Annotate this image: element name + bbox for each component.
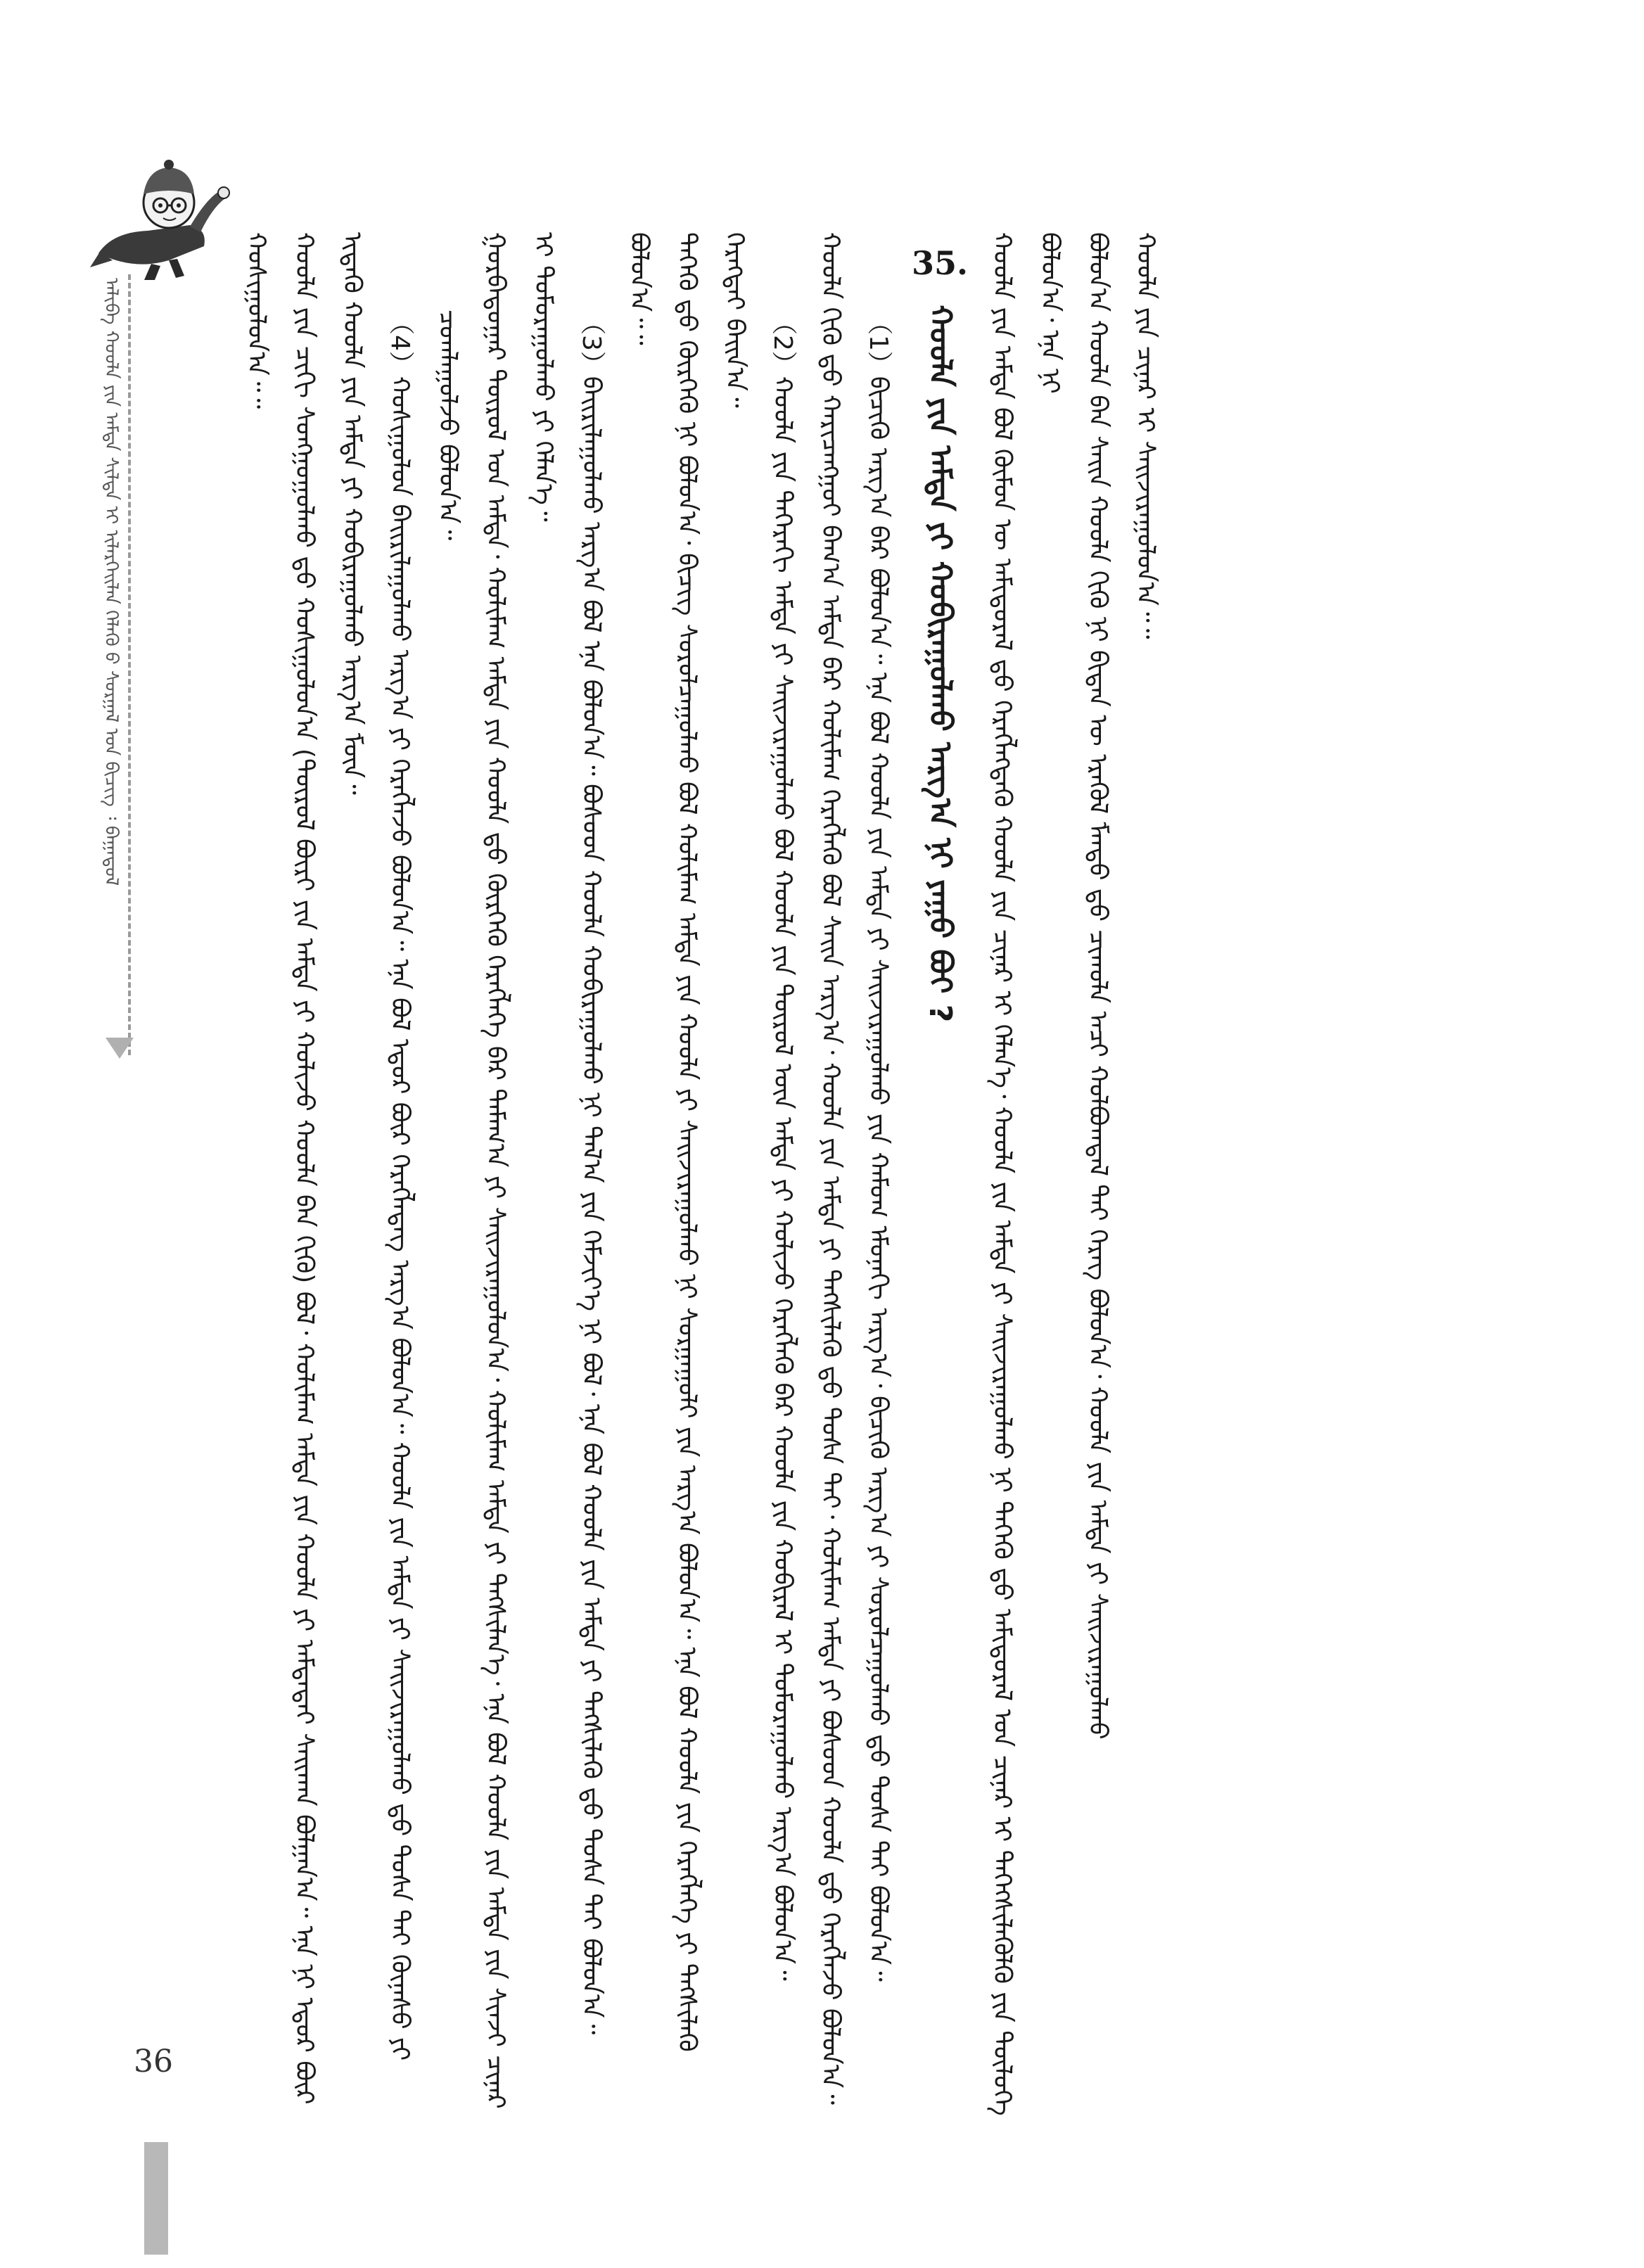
running-header: ᠠᠯᠢᠪᠠ ᠬᠣᠣᠯᠠ ᠶᠢᠨ ᠠᠮᠲᠠ ᠰᠢᠯᠲᠡ ᠢ ᠢᠯᠡᠷᠬᠡᠢᠯᠡᠨ ᠬᠡᠯᠡᠬᠦ ᠤ᠋ ᠰᠤᠷᠭᠠᠯ ᠤᠨ ᠪᠢᠴᠢᠭ᠌ ᠄ ᠪᠠᠭᠠᠳᠤᠯ [101,278,122,886]
thumb-tab [144,2142,168,2255]
text-column: （2）ᠬᠣᠣᠯᠠ ᠶᠢᠨ ᠳᠡᠭᠡᠷᠡᠬᠢ ᠠᠮᠲᠠ ᠶᠢ ᠰᠠᠢᠵᠢᠷᠠᠭᠤᠯᠬᠤ ᠪᠣᠯ ᠬᠣᠣᠯᠠ ᠶᠢᠨ ᠲᠥᠷᠦᠯ ᠦᠨ ᠠᠮᠲᠠ ᠶᠢ ᠬᠣᠯᠢᠵᠤ ᠬᠡᠷᠡᠭᠯᠡᠬᠦ ᠪᠠᠷ ᠬᠣᠣᠯᠠ ᠶᠢᠨ ᠬᠣᠪᠢᠷᠠᠯ ᠢ ᠲᠣᠮᠣᠷᠠᠭᠤᠯᠬᠤ ᠠᠷᠭ᠎ᠠ ᠪᠣᠯᠤᠨ᠎ᠠ᠃ [768,310,797,1981]
header-divider [128,274,131,1055]
text-column: （4）ᠬᠣᠰᠢᠭᠤᠯᠤᠨ ᠪᠠᠢᠷᠢᠯᠠᠭᠤᠯᠬᠤ ᠠᠷᠭ᠎ᠠ ᠶᠢ ᠬᠡᠷᠡᠭᠯᠡᠵᠦ ᠪᠣᠯᠤᠨ᠎ᠠ᠃ ᠡᠨᠡ ᠪᠣᠯ ᠡᠳ᠋ᠦᠷ ᠪᠦᠷ ᠬᠡᠷᠡᠭᠯᠡᠳᠡᠭ ᠠᠷᠭ᠎ᠠ ᠪᠣᠯᠤᠨ᠎ᠠ᠃ ᠬᠣᠣᠯᠠ ᠶᠢᠨ ᠠᠮᠲᠠ ᠶᠢ ᠰᠠᠢᠵᠢᠷᠠᠭᠤᠯᠬᠤ ᠳ᠋ᠤ᠌ ᠲᠤᠰᠠ ᠲᠠᠢ ᠬᠦᠨᠡᠰᠦ ᠶᠢ ᠴᠤᠭᠯᠠᠭᠤᠯᠵᠤ ᠪᠣᠯᠤᠨ᠎ᠠ᠃ [385,310,462,2061]
page-number: 36 [134,2044,173,2079]
text-column: ᠪᠣᠯᠤᠨ᠎ᠠ ᠬᠣᠣᠯᠠ ᠪᠡᠨ ᠰᠠᠢᠨ ᠬᠣᠣᠯᠠ ᠬᠢᠬᠦ ᠨᠢ ᠪᠢᠳᠡᠨ ᠦ ᠡᠷᠡᠭᠦᠯ ᠮᠡᠨᠳᠦ ᠳ᠋ᠤ᠌ ᠴᠢᠬᠤᠯᠠ ᠠᠴᠢ ᠬᠣᠯᠪᠣᠭᠳᠠᠯ ᠲᠠᠢ ᠬᠡᠷᠡᠭ ᠪᠣᠯᠤᠨ᠎ᠠ᠂ ᠬᠣᠣᠯᠠ ᠶᠢᠨ ᠠᠮᠲᠠ ᠶᠢ ᠰᠠᠢᠵᠢᠷᠠᠭᠤᠯᠬᠤ [1083,232,1112,1740]
text-column: ᠬᠣᠣᠯᠠ ᠶᠢᠨ ᠴᠢᠨᠠᠷ ᠢ ᠰᠠᠢᠵᠢᠷᠠᠭᠤᠯᠤᠨ᠎ᠠ᠃᠃ [1131,232,1160,639]
text-column: ᠬᠣᠣᠯᠠ ᠶᠢᠨ ᠴᠢᠬᠢ ᠰᠣᠩᠭᠤᠭᠤᠯᠬᠤ ᠳ᠋ᠤ᠌ ᠬᠣᠰᠢᠭᠤᠯᠤᠨ᠎ᠠ (ᠲᠥᠷᠦᠯ ᠪᠦᠷᠢ ᠶᠢᠨ ᠠᠮᠲᠠ ᠶᠢ ᠬᠣᠯᠢᠵᠤ ᠬᠣᠣᠯᠠ ᠪᠡᠨ ᠬᠢᠬᠦ) ᠪᠣᠯ᠂ ᠬᠣᠯᠢᠮᠠᠭ ᠠᠮᠲᠠ ᠶᠢᠨ ᠬᠣᠣᠯᠠ ᠶᠢ ᠠᠮᠲᠠᠲᠠᠢ ᠰᠠᠢᠬᠠᠨ ᠪᠣᠯᠭᠠᠨ᠎ᠠ᠃ ᠡᠨᠡ ᠨᠢ ᠡᠳ᠋ᠦᠷ ᠪᠦᠷ ᠢᠳᠡᠬᠦ ᠬᠣᠣᠯᠠ ᠶᠢᠨ ᠠᠮᠲᠠ ᠶᠢ ᠬᠣᠪᠢᠷᠠᠭᠤᠯᠬᠤ ᠠᠷᠭ᠎ᠠ ᠮᠥᠨ᠃ [290,232,367,2105]
question-title: ᠬᠣᠣᠯᠠ ᠶᠢᠨ ᠠᠮᠲᠠ ᠶᠢ ᠬᠣᠪᠢᠷᠠᠭᠤᠯᠬᠤ ᠠᠷᠭ᠎ᠠ ᠨᠢ ᠶᠠᠭᠤ ᠪᠣᠢ ? [922,305,958,1023]
text-column: （1）ᠪᠢᠴᠢᠬᠦ ᠠᠷᠭ᠎ᠠ ᠪᠠᠷ ᠪᠣᠯᠤᠨ᠎ᠠ᠃ ᠡᠨᠡ ᠪᠣᠯ ᠬᠣᠣᠯᠠ ᠶᠢᠨ ᠠᠮᠲᠠ ᠶᠢ ᠰᠠᠢᠵᠢᠷᠠᠭᠤᠯᠬᠤ ᠶᠢᠨ ᠬᠠᠮᠤᠭ ᠡᠮᠦᠨᠡᠬᠢ ᠠᠷᠭ᠎ᠠ᠂ ᠪᠢᠴᠢᠬᠦ ᠠᠷᠭ᠎ᠠ ᠶᠢ ᠰᠤᠷᠤᠯᠴᠠᠭᠤᠯᠬᠤ ᠳ᠋ᠤ᠌ ᠲᠤᠰᠠ ᠲᠠᠢ ᠪᠣᠯᠤᠨ᠎ᠠ᠃ [864,310,893,1982]
question-number: 35. [911,244,969,282]
text-column: ᠪᠣᠯᠤᠨ᠎ᠠ᠃᠃ [625,232,654,345]
text-column: ᠭᠤᠷᠪᠠᠳᠤᠭᠠᠷ ᠲᠥᠷᠦᠯ ᠤᠨ ᠠᠮᠲᠠ᠂ ᠬᠣᠯᠢᠮᠠᠭ ᠠᠮᠲᠠ ᠶᠢᠨ ᠬᠣᠣᠯᠠ ᠳ᠋ᠤ᠌ ᠬᠦᠷᠭᠡᠬᠦ ᠬᠡᠷᠡᠭᠯᠡᠭᠡ ᠪᠠᠷ ᠲᠠᠮᠠᠭ᠎ᠠ ᠶᠢ ᠰᠠᠢᠵᠢᠷᠠᠭᠤᠯᠤᠨ᠎ᠠ᠂ ᠬᠣᠯᠢᠮᠠᠭ ᠠᠮᠲᠠ ᠶᠢ ᠲᠡᠭᠰᠢᠯᠡᠨ᠎ᠡ᠂ ᠡᠨᠡ ᠪᠣᠯ ᠬᠣᠣᠯᠠ ᠶᠢᠨ ᠠᠮᠲᠠ ᠶᠢᠨ ᠰᠢᠨᠵᠢ ᠴᠢᠨᠠᠷ ᠢ ᠲᠣᠮᠣᠷᠠᠭᠤᠯᠬᠤ ᠶᠢ ᠬᠡᠯᠡᠨ᠎ᠡ᠃ [481,232,558,2109]
triangle-marker-icon [106,1038,134,1059]
text-column: ᠬᠣᠣᠯᠠ ᠬᠢᠬᠦ ᠳ᠋ᠤ᠌ ᠬᠠᠷᠢᠴᠠᠩᠭᠤᠢ ᠪᠠᠭ᠎ᠠ ᠠᠮᠲᠠ ᠪᠠᠷ ᠬᠣᠯᠢᠮᠠᠭ ᠬᠡᠷᠡᠭᠯᠡᠬᠦ ᠪᠣᠯ ᠰᠠᠢᠨ ᠠᠷᠭ᠎ᠠ᠂ ᠬᠣᠣᠯᠠ ᠶᠢᠨ ᠠᠮᠲᠠ ᠶᠢ ᠲᠡᠭᠰᠢᠯᠡᠬᠦ ᠳ᠋ᠤ᠌ ᠲᠤᠰᠠ ᠲᠠᠢ᠂ ᠬᠣᠯᠢᠮᠠᠭ ᠠᠮᠲᠠ ᠶᠢ ᠪᠤᠰᠤᠳ ᠬᠣᠣᠯᠠ ᠳ᠋ᠤ᠌ ᠬᠡᠷᠡᠭᠯᠡᠵᠦ ᠪᠣᠯᠤᠨ᠎ᠠ᠃ [816,232,845,2105]
text-column: ᠬᠣᠰᠢᠭᠤᠯᠤᠨ᠎ᠠ᠃᠃ [242,232,271,409]
mascot-illustration-icon [84,148,232,281]
body-text [232,232,1386,2117]
text-column: ᠲᠡᠭᠡᠬᠦ ᠳ᠋ᠤ᠌ ᠬᠦᠷᠭᠡᠬᠦ ᠨᠢ ᠪᠣᠯᠤᠨ᠎ᠠ᠂ ᠪᠢᠴᠢᠭ ᠰᠤᠷᠤᠯᠴᠠᠭᠤᠯᠬᠤ ᠪᠣᠯ ᠬᠣᠯᠢᠮᠠᠭ ᠠᠮᠲᠠ ᠶᠢᠨ ᠬᠣᠣᠯᠠ ᠶᠢ ᠰᠠᠢᠵᠢᠷᠠᠭᠤᠯᠬᠤ ᠨᠢ ᠰᠤᠷᠭᠠᠭᠤᠯᠢ ᠶᠢᠨ ᠠᠷᠭ᠎ᠠ ᠪᠣᠯᠤᠨ᠎ᠠ᠃ ᠡᠨᠡ ᠪᠣᠯ ᠬᠣᠣᠯᠠ ᠶᠢᠨ ᠬᠡᠷᠡᠭᠯᠡᠭᠡ ᠶᠢ ᠲᠡᠭᠰᠢᠯᠡᠬᠦ ᠬᠡᠷᠡᠭᠲᠡᠢ ᠪᠠᠢᠨ᠎ᠠ᠃ [673,232,749,2052]
text-column: ᠬᠣᠣᠯᠠ ᠶᠢᠨ ᠠᠮᠲᠠ ᠪᠣᠯ ᠬᠦᠮᠦᠨ ᠦ ᠠᠮᠢᠳᠤᠷᠠᠯ ᠳ᠋ᠤ᠌ ᠬᠡᠷᠡᠭᠯᠡᠭᠳᠡᠬᠦ ᠬᠣᠣᠯᠠ ᠶᠢᠨ ᠴᠢᠨᠠᠷ ᠢ ᠬᠡᠯᠡᠨ᠎ᠡ᠂ ᠬᠣᠣᠯᠠ ᠶᠢᠨ ᠠᠮᠲᠠ ᠶᠢ ᠰᠠᠢᠵᠢᠷᠠᠭᠤᠯᠬᠤ ᠨᠢ ᠲᠡᠭᠡᠬᠦ ᠳ᠋ᠤ᠌ ᠠᠮᠢᠳᠤᠷᠠᠯ ᠤᠨ ᠴᠢᠨᠠᠷ ᠢ ᠳᠡᠭᠡᠭᠰᠢᠯᠡᠭᠦᠯᠬᠦ ᠶᠢᠨ ᠲᠥᠯᠥᠭᠡ ᠪᠣᠯᠤᠨ᠎ᠠ᠂ ᠡᠨᠡ ᠨᠢ [988,232,1064,2116]
text-column: （3）ᠪᠠᠢᠷᠢᠯᠠᠭᠤᠯᠬᠤ ᠠᠷᠭ᠎ᠠ ᠪᠣᠯ ᠡᠨᠡ ᠪᠣᠯᠤᠨ᠎ᠠ᠃ ᠪᠤᠰᠤᠳ ᠬᠣᠣᠯᠠ ᠬᠣᠪᠢᠷᠠᠭᠤᠯᠬᠤ ᠨᠢ ᠲᠠᠯ᠎ᠠ ᠶᠢᠨ ᠬᠡᠮᠵᠢᠶ᠎ᠡ ᠨᠢ ᠪᠣᠯ᠂ ᠡᠨᠡ ᠪᠣᠯ ᠬᠣᠣᠯᠠ ᠶᠢᠨ ᠠᠮᠲᠠ ᠶᠢ ᠲᠡᠭᠰᠢᠯᠡᠬᠦ ᠳ᠋ᠤ᠌ ᠲᠤᠰᠠ ᠲᠠᠢ ᠪᠣᠯᠤᠨ᠎ᠠ᠃ [577,310,606,2035]
question-heading [909,232,971,2117]
